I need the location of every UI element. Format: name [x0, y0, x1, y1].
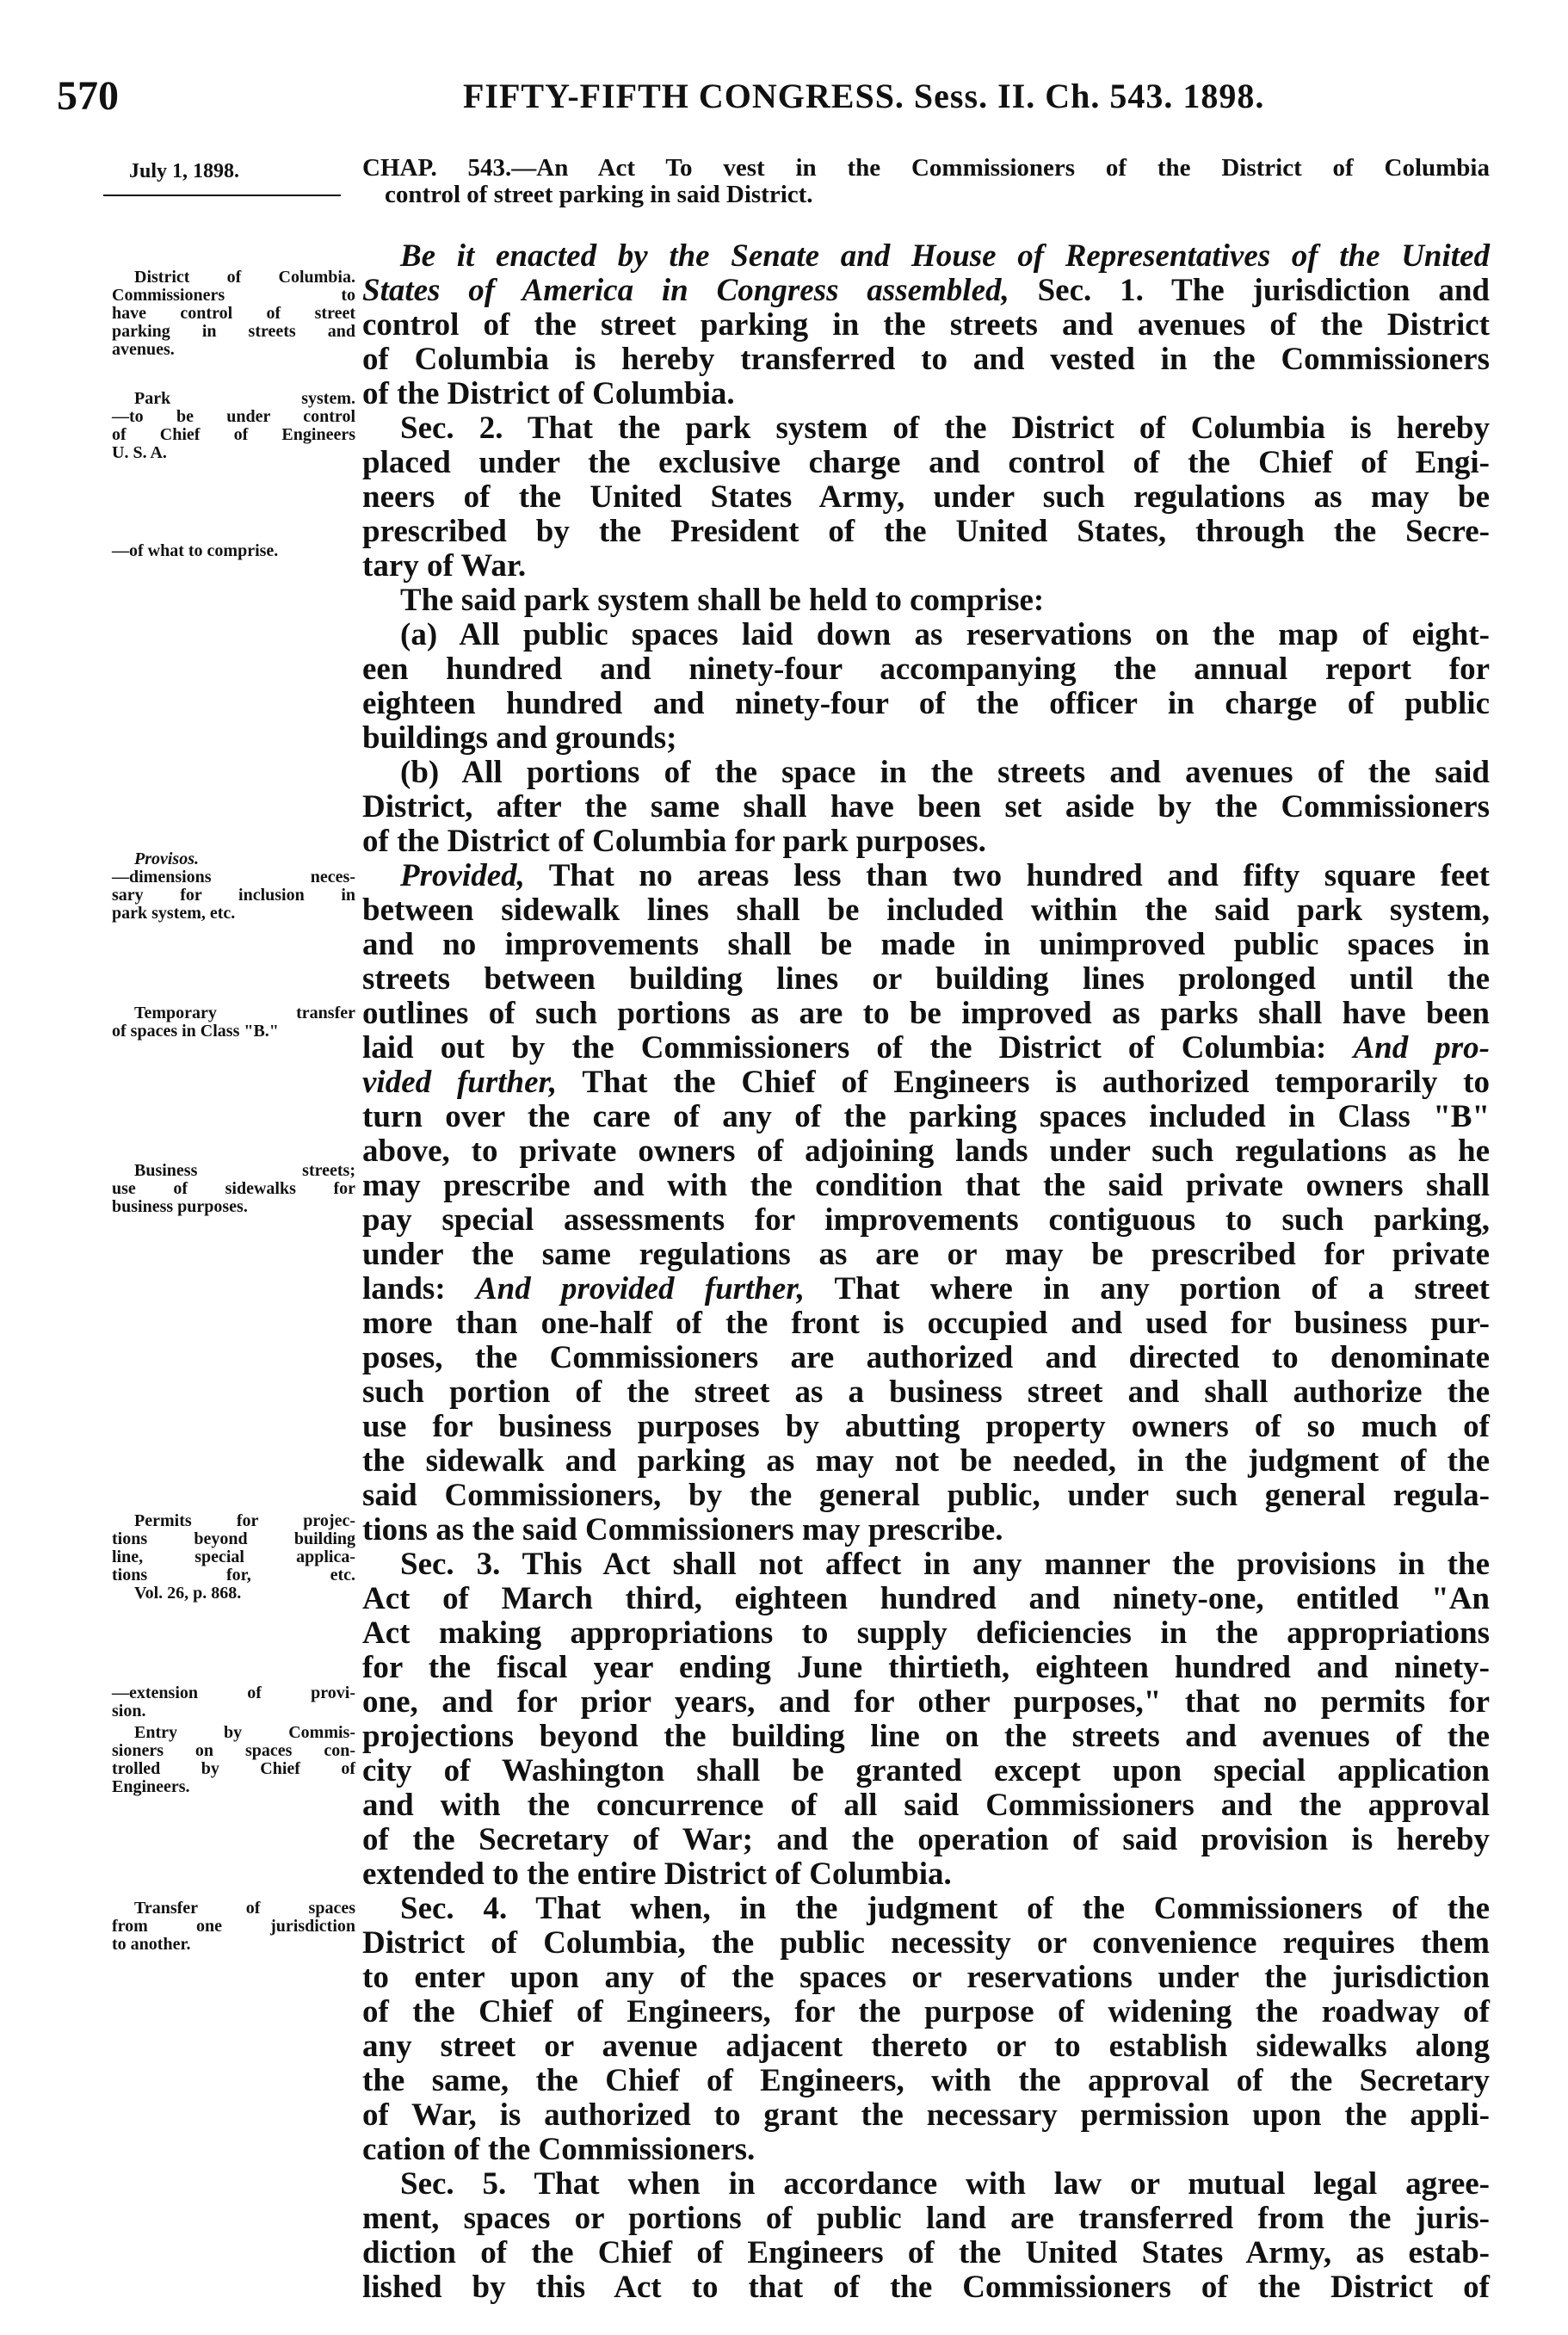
- text-line: [362, 790, 1490, 825]
- text-run: Sec. 2. That the park system of the District of Columbia is hereby: [400, 411, 1490, 446]
- text-line: [362, 1203, 1490, 1238]
- marginal-note-permits: [112, 1512, 355, 1603]
- marginal-note-line: Permits for projec-: [134, 1511, 355, 1530]
- text-line: [362, 274, 1490, 308]
- text-line: [362, 1066, 1490, 1100]
- chapter-title: [362, 155, 1490, 208]
- text-line: [362, 1823, 1490, 1857]
- marginal-note-line: avenues.: [112, 340, 175, 359]
- text-run: lands:: [362, 1271, 476, 1306]
- marginal-note-line: tions for, etc.: [112, 1566, 355, 1584]
- text-line: [362, 1616, 1490, 1651]
- marginal-note-district-of-columbia: [112, 269, 355, 359]
- text-line: [362, 2167, 1490, 2202]
- text-run: Sec. 5. That when in accordance with law or mutual legal agree-: [400, 2166, 1490, 2202]
- text-run: lished by this Act to that of the Commissioners of the District of: [362, 2270, 1490, 2305]
- marginal-note-line: sary for inclusion in: [112, 886, 355, 905]
- text-run: control of the street parking in the streets and avenues of the District: [362, 307, 1490, 343]
- marginal-note-what-to-comprise: [112, 542, 355, 560]
- text-run: more than one-half of the front is occupied and used for business pur-: [362, 1306, 1490, 1341]
- text-line: [362, 825, 1490, 859]
- marginal-note-line: —to be under control: [112, 407, 355, 426]
- text-run: of the Secretary of War; and the operation of said provision is hereby: [362, 1822, 1490, 1857]
- text-line: [362, 721, 1490, 756]
- text-line: [362, 2098, 1490, 2133]
- text-run: the same, the Chief of Engineers, with the approval of the Secretary: [362, 2063, 1490, 2098]
- italic-text: And pro-: [1353, 1030, 1490, 1066]
- text-run: (a) All public spaces laid down as reservations on the map of eight-: [400, 617, 1490, 652]
- date-rule-divider: [103, 195, 341, 196]
- act-date: July 1, 1898.: [129, 160, 240, 182]
- text-line: [362, 1513, 1490, 1547]
- italic-text: States of America in Congress assembled,: [362, 273, 1009, 308]
- marginal-note-line: use of sidewalks for: [112, 1179, 355, 1198]
- marginal-note-line: sioners on spaces con-: [112, 1741, 355, 1760]
- text-run: neers of the United States Army, under such regulations as may be: [362, 479, 1490, 515]
- text-line: [362, 1272, 1490, 1306]
- text-line: [362, 1341, 1490, 1375]
- text-line: [362, 2202, 1490, 2236]
- text-line: [362, 480, 1490, 515]
- marginal-note-line: —of what to comprise.: [112, 541, 279, 560]
- text-run: any street or avenue adjacent thereto or to establish sidewalks along: [362, 2029, 1490, 2064]
- text-run: of the Chief of Engineers, for the purpose of widening the roadway of: [362, 1994, 1490, 2029]
- text-run: The said park system shall be held to comprise:: [400, 583, 1045, 618]
- text-line: [362, 1375, 1490, 1410]
- text-line: [362, 2029, 1490, 2064]
- text-run: one, and for prior years, and for other purposes," that no permits for: [362, 1684, 1490, 1720]
- marginal-note-line: —dimensions neces-: [112, 868, 355, 886]
- text-run: extended to the entire District of Columbia.: [362, 1856, 952, 1892]
- text-run: tary of War.: [362, 548, 527, 584]
- text-run: ment, spaces or portions of public land are transferred from the juris-: [362, 2201, 1490, 2236]
- marginal-note-line: U. S. A.: [112, 443, 167, 462]
- text-run: of War, is authorized to grant the necessary permission upon the appli-: [362, 2097, 1490, 2133]
- page-number: 570: [57, 73, 119, 119]
- text-line: [362, 343, 1490, 377]
- text-run: That the Chief of Engineers is authorized temporarily to: [557, 1065, 1490, 1100]
- marginal-note-line: of Chief of Engineers: [112, 425, 355, 444]
- act-body-text: [362, 239, 1490, 2305]
- text-run: projections beyond the building line on the streets and avenues of the: [362, 1719, 1490, 1754]
- marginal-note-line: Provisos.: [134, 849, 199, 868]
- text-run: eighteen hundred and ninety-four of the officer in charge of public: [362, 686, 1490, 721]
- text-run: city of Washington shall be granted except upon special application: [362, 1753, 1490, 1788]
- text-run: prescribed by the President of the United States, through the Secre-: [362, 514, 1490, 549]
- text-line: [362, 2133, 1490, 2167]
- text-line: [362, 1134, 1490, 1169]
- text-line: [362, 962, 1490, 997]
- text-run: to enter upon any of the spaces or reservations under the jurisdiction: [362, 1960, 1490, 1995]
- text-line: [362, 1651, 1490, 1685]
- italic-text: Be it enacted by the Senate and House of Representatives of the United: [400, 238, 1490, 274]
- text-run: District, after the same shall have been set aside by the Commissioners: [362, 789, 1490, 825]
- text-line: [362, 997, 1490, 1031]
- marginal-note-extension: [112, 1684, 355, 1720]
- text-line: [362, 446, 1490, 480]
- text-line: [362, 239, 1490, 274]
- text-run: turn over the care of any of the parking spaces included in Class "B": [362, 1099, 1490, 1134]
- text-line: [362, 2270, 1490, 2305]
- text-run: under the same regulations as are or may be prescribed for private: [362, 1237, 1490, 1272]
- chapter-title-line-2: control of street parking in said District.: [385, 181, 813, 208]
- text-run: Sec. 3. This Act shall not affect in any manner the provisions in the: [400, 1547, 1490, 1582]
- text-run: may prescribe and with the condition that the said private owners shall: [362, 1168, 1490, 1203]
- text-line: [362, 1720, 1490, 1754]
- running-head: FIFTY-FIFTH CONGRESS. Sess. II. Ch. 543. 1898.: [463, 77, 1265, 115]
- marginal-note-line: Commissioners to: [112, 286, 355, 305]
- text-run: of the District of Columbia.: [362, 376, 735, 411]
- text-run: (b) All portions of the space in the streets and avenues of the said: [400, 755, 1490, 790]
- text-line: [362, 411, 1490, 446]
- text-line: [362, 652, 1490, 687]
- text-run: between sidewalk lines shall be included within the said park system,: [362, 893, 1490, 928]
- text-run: tions as the said Commissioners may prescribe.: [362, 1512, 1003, 1547]
- marginal-note-transfer-jurisdiction: [112, 1900, 355, 1954]
- text-line: [362, 859, 1490, 893]
- text-run: That where in any portion of a street: [804, 1271, 1491, 1306]
- text-line: [362, 687, 1490, 721]
- text-line: [362, 515, 1490, 549]
- marginal-note-park-system: [112, 390, 355, 462]
- text-line: [362, 1031, 1490, 1066]
- text-line: [362, 756, 1490, 790]
- text-line: [362, 1306, 1490, 1341]
- marginal-note-business-streets: [112, 1162, 355, 1216]
- marginal-note-temporary-transfer: [112, 1004, 355, 1041]
- marginal-note-line: —extension of provi-: [112, 1683, 355, 1702]
- text-run: such portion of the street as a business street and shall authorize the: [362, 1374, 1490, 1410]
- marginal-note-line: Entry by Commis-: [134, 1723, 355, 1742]
- text-line: [362, 549, 1490, 584]
- text-run: laid out by the Commissioners of the District of Columbia:: [362, 1030, 1354, 1066]
- text-line: [362, 584, 1490, 618]
- text-line: [362, 2064, 1490, 2098]
- text-run: the sidewalk and parking as may not be needed, in the judgment of the: [362, 1443, 1490, 1479]
- marginal-note-entry: [112, 1724, 355, 1796]
- text-run: Sec. 1. The jurisdiction and: [1009, 273, 1490, 308]
- text-run: pay special assessments for improvements contiguous to such parking,: [362, 1202, 1490, 1238]
- text-run: of the District of Columbia for park purposes.: [362, 824, 986, 859]
- text-run: Sec. 4. That when, in the judgment of the Commissioners of the: [400, 1891, 1490, 1926]
- marginal-note-provisos: [112, 850, 355, 923]
- chapter-title-line-1: CHAP. 543.—An Act To vest in the Commissioners of the District of Columbia: [362, 154, 1490, 182]
- text-line: [362, 928, 1490, 962]
- text-line: [362, 1892, 1490, 1926]
- text-run: een hundred and ninety-four accompanying the annual report for: [362, 652, 1490, 687]
- marginal-note-line: from one jurisdiction: [112, 1917, 355, 1936]
- italic-text: And provided further,: [475, 1271, 805, 1306]
- text-line: [362, 1169, 1490, 1203]
- marginal-note-line: of spaces in Class "B.": [112, 1022, 279, 1041]
- text-run: placed under the exclusive charge and control of the Chief of Engi-: [362, 445, 1490, 480]
- marginal-note-line: line, special applica-: [112, 1547, 355, 1566]
- text-run: cation of the Commissioners.: [362, 2132, 756, 2167]
- text-line: [362, 1479, 1490, 1513]
- text-run: streets between building lines or building lines prolonged until the: [362, 961, 1490, 997]
- marginal-note-line: parking in streets and: [112, 322, 355, 341]
- marginal-note-line: Temporary transfer: [134, 1004, 355, 1022]
- text-run: and no improvements shall be made in unimproved public spaces in: [362, 927, 1490, 962]
- marginal-note-line: Transfer of spaces: [134, 1899, 355, 1918]
- text-line: [362, 1754, 1490, 1788]
- text-line: [362, 1857, 1490, 1892]
- text-line: [362, 1238, 1490, 1272]
- text-line: [362, 1961, 1490, 1995]
- text-line: [362, 1582, 1490, 1616]
- marginal-note-line: park system, etc.: [112, 904, 236, 923]
- text-line: [362, 1995, 1490, 2029]
- text-run: above, to private owners of adjoining lands under such regulations as he: [362, 1134, 1490, 1169]
- text-line: [362, 1547, 1490, 1582]
- text-run: poses, the Commissioners are authorized and directed to denominate: [362, 1340, 1490, 1375]
- text-run: diction of the Chief of Engineers of the United States Army, as estab-: [362, 2235, 1490, 2270]
- text-run: Act making appropriations to supply deficiencies in the appropriations: [362, 1615, 1490, 1651]
- marginal-note-line: trolled by Chief of: [112, 1759, 355, 1778]
- marginal-note-line: Engineers.: [112, 1777, 190, 1796]
- text-run: and with the concurrence of all said Commissioners and the approval: [362, 1788, 1490, 1823]
- text-run: buildings and grounds;: [362, 720, 677, 756]
- text-line: [362, 893, 1490, 928]
- marginal-note-line: business purposes.: [112, 1197, 248, 1216]
- text-line: [362, 308, 1490, 343]
- italic-text: vided further,: [362, 1065, 558, 1100]
- text-line: [362, 1788, 1490, 1823]
- text-run: said Commissioners, by the general public, under such general regula-: [362, 1478, 1490, 1513]
- text-line: [362, 377, 1490, 411]
- marginal-note-line: have control of street: [112, 304, 355, 323]
- text-run: District of Columbia, the public necessity or convenience requires them: [362, 1925, 1490, 1961]
- marginal-note-line: Park system.: [134, 389, 355, 408]
- text-run: outlines of such portions as are to be improved as parks shall have been: [362, 996, 1490, 1031]
- text-line: [362, 1685, 1490, 1720]
- marginal-note-line: sion.: [112, 1702, 146, 1720]
- text-line: [362, 1444, 1490, 1479]
- italic-text: Provided,: [400, 858, 525, 893]
- text-run: use for business purposes by abutting property owners of so much of: [362, 1409, 1490, 1444]
- marginal-note-line: District of Columbia.: [134, 268, 355, 287]
- text-run: That no areas less than two hundred and fifty square feet: [524, 858, 1490, 893]
- text-line: [362, 1410, 1490, 1444]
- text-line: [362, 618, 1490, 652]
- marginal-note-line: tions beyond building: [112, 1529, 355, 1548]
- text-run: of Columbia is hereby transferred to and vested in the Commissioners: [362, 342, 1490, 377]
- text-line: [362, 1926, 1490, 1961]
- text-run: for the fiscal year ending June thirtieth, eighteen hundred and ninety-: [362, 1650, 1490, 1685]
- marginal-note-line: Business streets;: [134, 1161, 355, 1180]
- marginal-note-line: to another.: [112, 1935, 191, 1954]
- text-line: [362, 1100, 1490, 1134]
- text-run: Act of March third, eighteen hundred and ninety-one, entitled "An: [362, 1581, 1490, 1616]
- marginal-note-line: Vol. 26, p. 868.: [134, 1584, 242, 1603]
- text-line: [362, 2236, 1490, 2270]
